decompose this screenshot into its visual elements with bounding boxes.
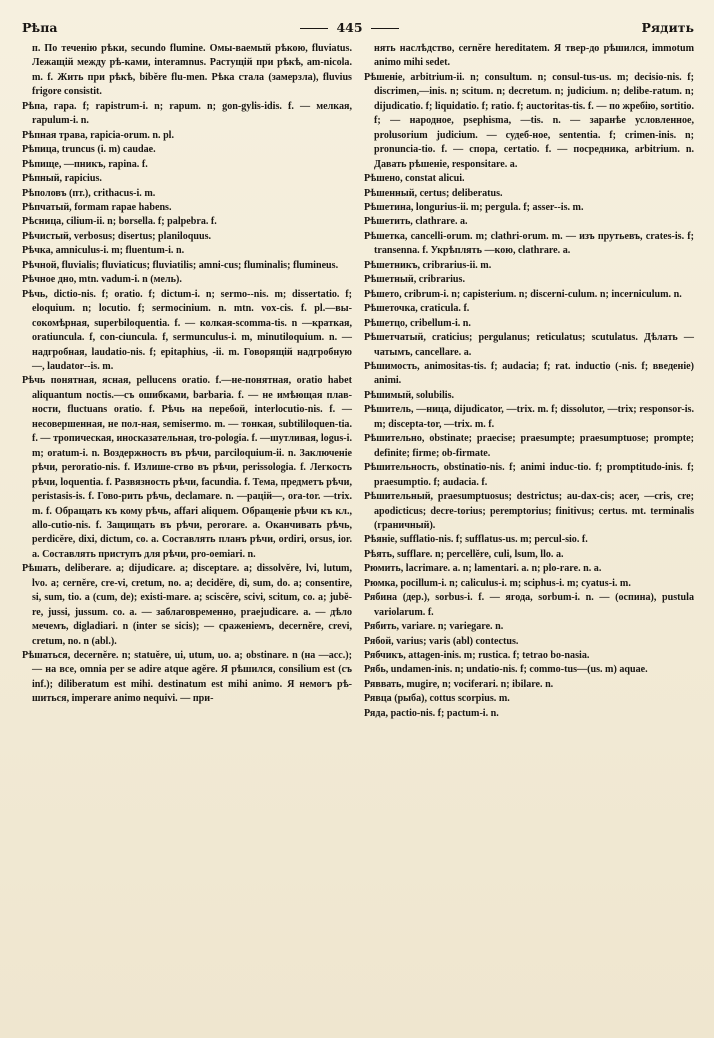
dictionary-entry: Рѣшать, deliberare. a; dijudicare. a; disceptare. a; dissolvĕre, lvi, lutum, lvo. a; cernĕre, cre-vi, cretum, no. a; decidĕre, di, sum, do. a; consentire, si, sum, tio. a (cum, de); existi-mare. a; sciscĕre, scivi, scitum, co. a; jubĕ-re, jussi, jussum. co. a. — заблаговременно, praejudicare. a. — дѣло мечемъ, digladiari. n (inter se sicis); — сраженіемъ, decernĕre, crevi, cretum, no. n (abl.). xyxy=(22,563,352,647)
right-column xyxy=(364,42,694,721)
dictionary-entry: Рябь, undamen-inis. n; undatio-nis. f; commo-tus—(us. m) aquae. xyxy=(364,664,648,676)
dictionary-entry: Рѣшето, cribrum-i. n; capisterium. n; discerni-culum. n; incerniculum. n. xyxy=(364,288,682,300)
dictionary-entry: Рѣять, sufflare. n; percellĕre, culi, lsum, llo. a. xyxy=(364,548,564,560)
dictionary-entry: Рѣяніе, sufflatio-nis. f; sufflatus-us. m; percul-sio. f. xyxy=(364,534,588,546)
dictionary-entry: Рѣшаться, decernĕre. n; statuĕre, ui, utum, uo. a; obstinare. n (на —acc.); — на все, omnia per se adire atque agĕre. Я рѣшился, consilium est (съ inf.); diliberatum est mihi. destinatum est mihi animo. Я немогъ рѣ-шиться, imperare animo nequivi. — при- xyxy=(22,650,352,705)
columns xyxy=(22,42,694,721)
dictionary-entry: п. По теченію рѣки, secundo flumine. Омы-ваемый рѣкою, fluviatus. Лежащій между рѣ-ками, interamnus. Растущій при рѣкѣ, am-nicola. m. f. Жить при рѣкѣ, bibĕre flu-men. Рѣка стала (замерзла), fluvius frigore consistit. xyxy=(32,43,352,98)
dictionary-entry: Рѣсница, cilium-ii. n; borsella. f; palpebra. f. xyxy=(22,216,217,228)
dictionary-entry: Рѣшительность, obstinatio-nis. f; animi induc-tio. f; promptitudo-inis. f; praesumptio. f; audacia. f. xyxy=(364,462,694,488)
dictionary-entry: Рѣшитель, —ница, dijudicator, —trix. m. f; dissolutor, —trix; responsor-is. m; discepta-tor, —trix. m. f. xyxy=(364,404,694,430)
dictionary-entry: Рѣшимость, animositas-tis. f; audacia; f; rat. inductio (-nis. f; введеніе) animi. xyxy=(364,360,694,387)
left-column xyxy=(22,42,352,721)
dictionary-entry: Рябчикъ, attagen-inis. m; rustica. f; tetrao bo-nasia. xyxy=(364,650,590,662)
dictionary-entry: Рѣчное дно, mtn. vadum-i. n (мель). xyxy=(22,274,182,286)
dictionary-entry: Рѣшимый, solubilis. xyxy=(364,389,455,401)
dictionary-entry: Рѣшетина, longurius-ii. m; pergula. f; asser--is. m. xyxy=(364,201,584,213)
dictionary-entry: Ряда, pactio-nis. f; pactum-i. n. xyxy=(364,707,499,719)
dictionary-entry: Рѣчистый, verbosus; disertus; planiloquus. xyxy=(22,230,212,242)
dictionary-entry: Рябить, variare. n; variegare. n. xyxy=(364,621,504,633)
dictionary-entry: Рѣшетцо, cribellum-i. n. xyxy=(364,317,471,329)
dictionary-entry: нять наслѣдство, cernĕre hereditatem. Я твер-до рѣшился, immotum animo mihi sedet. xyxy=(374,43,694,69)
dictionary-entry: Рѣшетка, cancelli-orum. m; clathri-orum. m. — изъ прутьевъ, crates-is. f; transenna. f. Укрѣплять —кою, clathrare. a. xyxy=(364,230,694,257)
dictionary-entry: Рѣшетникъ, cribrarius-ii. m. xyxy=(364,259,492,271)
dictionary-entry: Рѣчка, amniculus-i. m; fluentum-i. n. xyxy=(22,245,185,257)
dictionary-entry: Рѣшеточка, craticula. f. xyxy=(364,303,470,315)
dictionary-entry: Рѣшетный, cribrarius. xyxy=(364,274,465,286)
page-header xyxy=(22,14,694,40)
dictionary-entry: Рѣчь, dictio-nis. f; oratio. f; dictum-i. n; sermo--nis. m; dissertatio. f; eloquium. n; locutio. f; sermocinium. n. mtn. vox-cis. f. pl.—вы-сокомѣрная, superbiloquentia. f. — колкая-scomma-tis. n —краткая, oratiuncula. f, con-ciuncula. f, sermunculus-i. m, minutiloquium. n. — надгробная, laudatio-nis. f; epitaphius, -ii. m. Говорящій надгробную —, laudator--is. m. xyxy=(22,288,352,372)
dictionary-entry: Рюмить, lacrimare. a. n; lamentari. a. n; plo-rare. n. a. xyxy=(364,563,602,575)
dictionary-entry: Рѣпица, truncus (i. m) caudae. xyxy=(22,144,156,156)
dictionary-entry: Рѣпный, rapicius. xyxy=(22,173,102,185)
dictionary-entry: Рѣполовъ (пт.), crithacus-i. m. xyxy=(22,187,156,199)
dictionary-entry: Ряввать, mugire, n; vociferari. n; ibilare. n. xyxy=(364,678,554,690)
dictionary-entry: Рябина (дер.), sorbus-i. f. — ягода, sorbum-i. n. — (оспина), pustula variolarum. f. xyxy=(364,592,694,618)
dictionary-entry: Рѣпище, —пникъ, rapina. f. xyxy=(22,158,148,170)
dictionary-entry: Рѣшетить, clathrare. a. xyxy=(364,216,468,228)
dictionary-entry: Рѣшенный, certus; deliberatus. xyxy=(364,187,503,199)
dictionary-entry: Рѣшетчатый, craticius; pergulanus; reticulatus; scutulatus. Дѣлать —чатымъ, cancellare. a. xyxy=(364,332,694,358)
dictionary-entry: Рѣпчатый, formam rapae habens. xyxy=(22,201,172,213)
dictionary-entry: Рѣпа, гара. f; rapistrum-i. n; rapum. n; gon-gylis-idis. f. — мелкая, rapulum-i. n. xyxy=(22,100,352,127)
dictionary-entry: Рябой, varius; varis (abl) contectus. xyxy=(364,635,519,647)
dictionary-entry: Рѣшительный, praesumptuosus; destrictus; au-dax-cis; acer, —cris, cre; apodicticus; decre-torius; peremptorius; finitivus; certus. mt. terminalis (граничный). xyxy=(364,491,694,531)
dictionary-entry: Рѣшеніе, arbitrium-ii. n; consultum. n; consul-tus-us. m; decisio-nis. f; discrimen,—inis. n; scitum. n; decretum. n; judicium. n; delibe-ratum. n; dijudicatio. f; liquidatio. f; ratio. f; auctoritas-tis. f. — по жребію, sortitio. f; — народное, psephisma, —tis. n. — заранѣе условленное, prolusorium judicium. — судеб-ное, sententia. f; crimen-inis. n; pronuncia-tio. f. — спора, certatio. f. — посредника, arbitrium. n. Давать рѣшеніе, responsitare. a. xyxy=(364,71,694,170)
dictionary-entry: Рѣшено, constat alicui. xyxy=(364,173,465,185)
header-right-word: Рядить xyxy=(641,19,694,35)
dictionary-entry: Рѣпная трава, rapicia-orum. n. pl. xyxy=(22,129,175,141)
dictionary-entry: Рявца (рыба), cottus scorpius. m. xyxy=(364,693,510,705)
dictionary-entry: Рѣчь понятная, ясная, pellucens oratio. f.—не-понятная, oratio habet aliquantum noctis.—съ ошибками, barbaria. f. — не имѣющая плав-ности, fluctuans oratio. f. Рѣчь на перебой, interlocutio-nis. f. —несовершенная, не пол-ная, semisermo. m. — тонкая, subtililoquen-tia. f. — тропическая, иносказательная, tro-pologia. f. —шутливая, logus-i. m; oratum-i. n. Воздержность въ рѣчи, parciloquium-ii. n. Заключеніе рѣчи, peroratio-nis. f. Излише-ство въ рѣчи, perissologia. f. Легкость рѣчи, loquentia. f. Развязность рѣчи, facundia. f. Тема, предметъ рѣчи, peristasis-is. f. Гово-рить рѣчь, declamare. n. —рацій—, ora-tor. —trix. m. f. Обращать къ кому рѣчь, affari aliquem. Обращеніе рѣчи къ кл., allo-cutio-nis. f. Защищать въ рѣчи, perorare. a. Оканчивать рѣчь, perdicĕre, dixi, dictum, co. a. Составлять планъ рѣчи, ordiri, orsus, ior. a. Составлять приступъ для рѣчи, pro-oemiari. n. xyxy=(22,375,352,560)
header-left-word: Рѣпа xyxy=(22,19,58,35)
dictionary-entry: Рѣшительно, obstinate; praecise; praesumpte; praesumptuose; promptе; definite; firme; ob-firmate. xyxy=(364,433,694,459)
dictionary-entry: Рюмка, pocillum-i. n; caliculus-i. m; sciphus-i. m; cyatus-i. m. xyxy=(364,577,631,589)
page-number: 445 xyxy=(57,20,641,35)
dictionary-entry: Рѣчной, fluvialis; fluviaticus; fluviatilis; amni-cus; fluminalis; flumineus. xyxy=(22,259,339,271)
